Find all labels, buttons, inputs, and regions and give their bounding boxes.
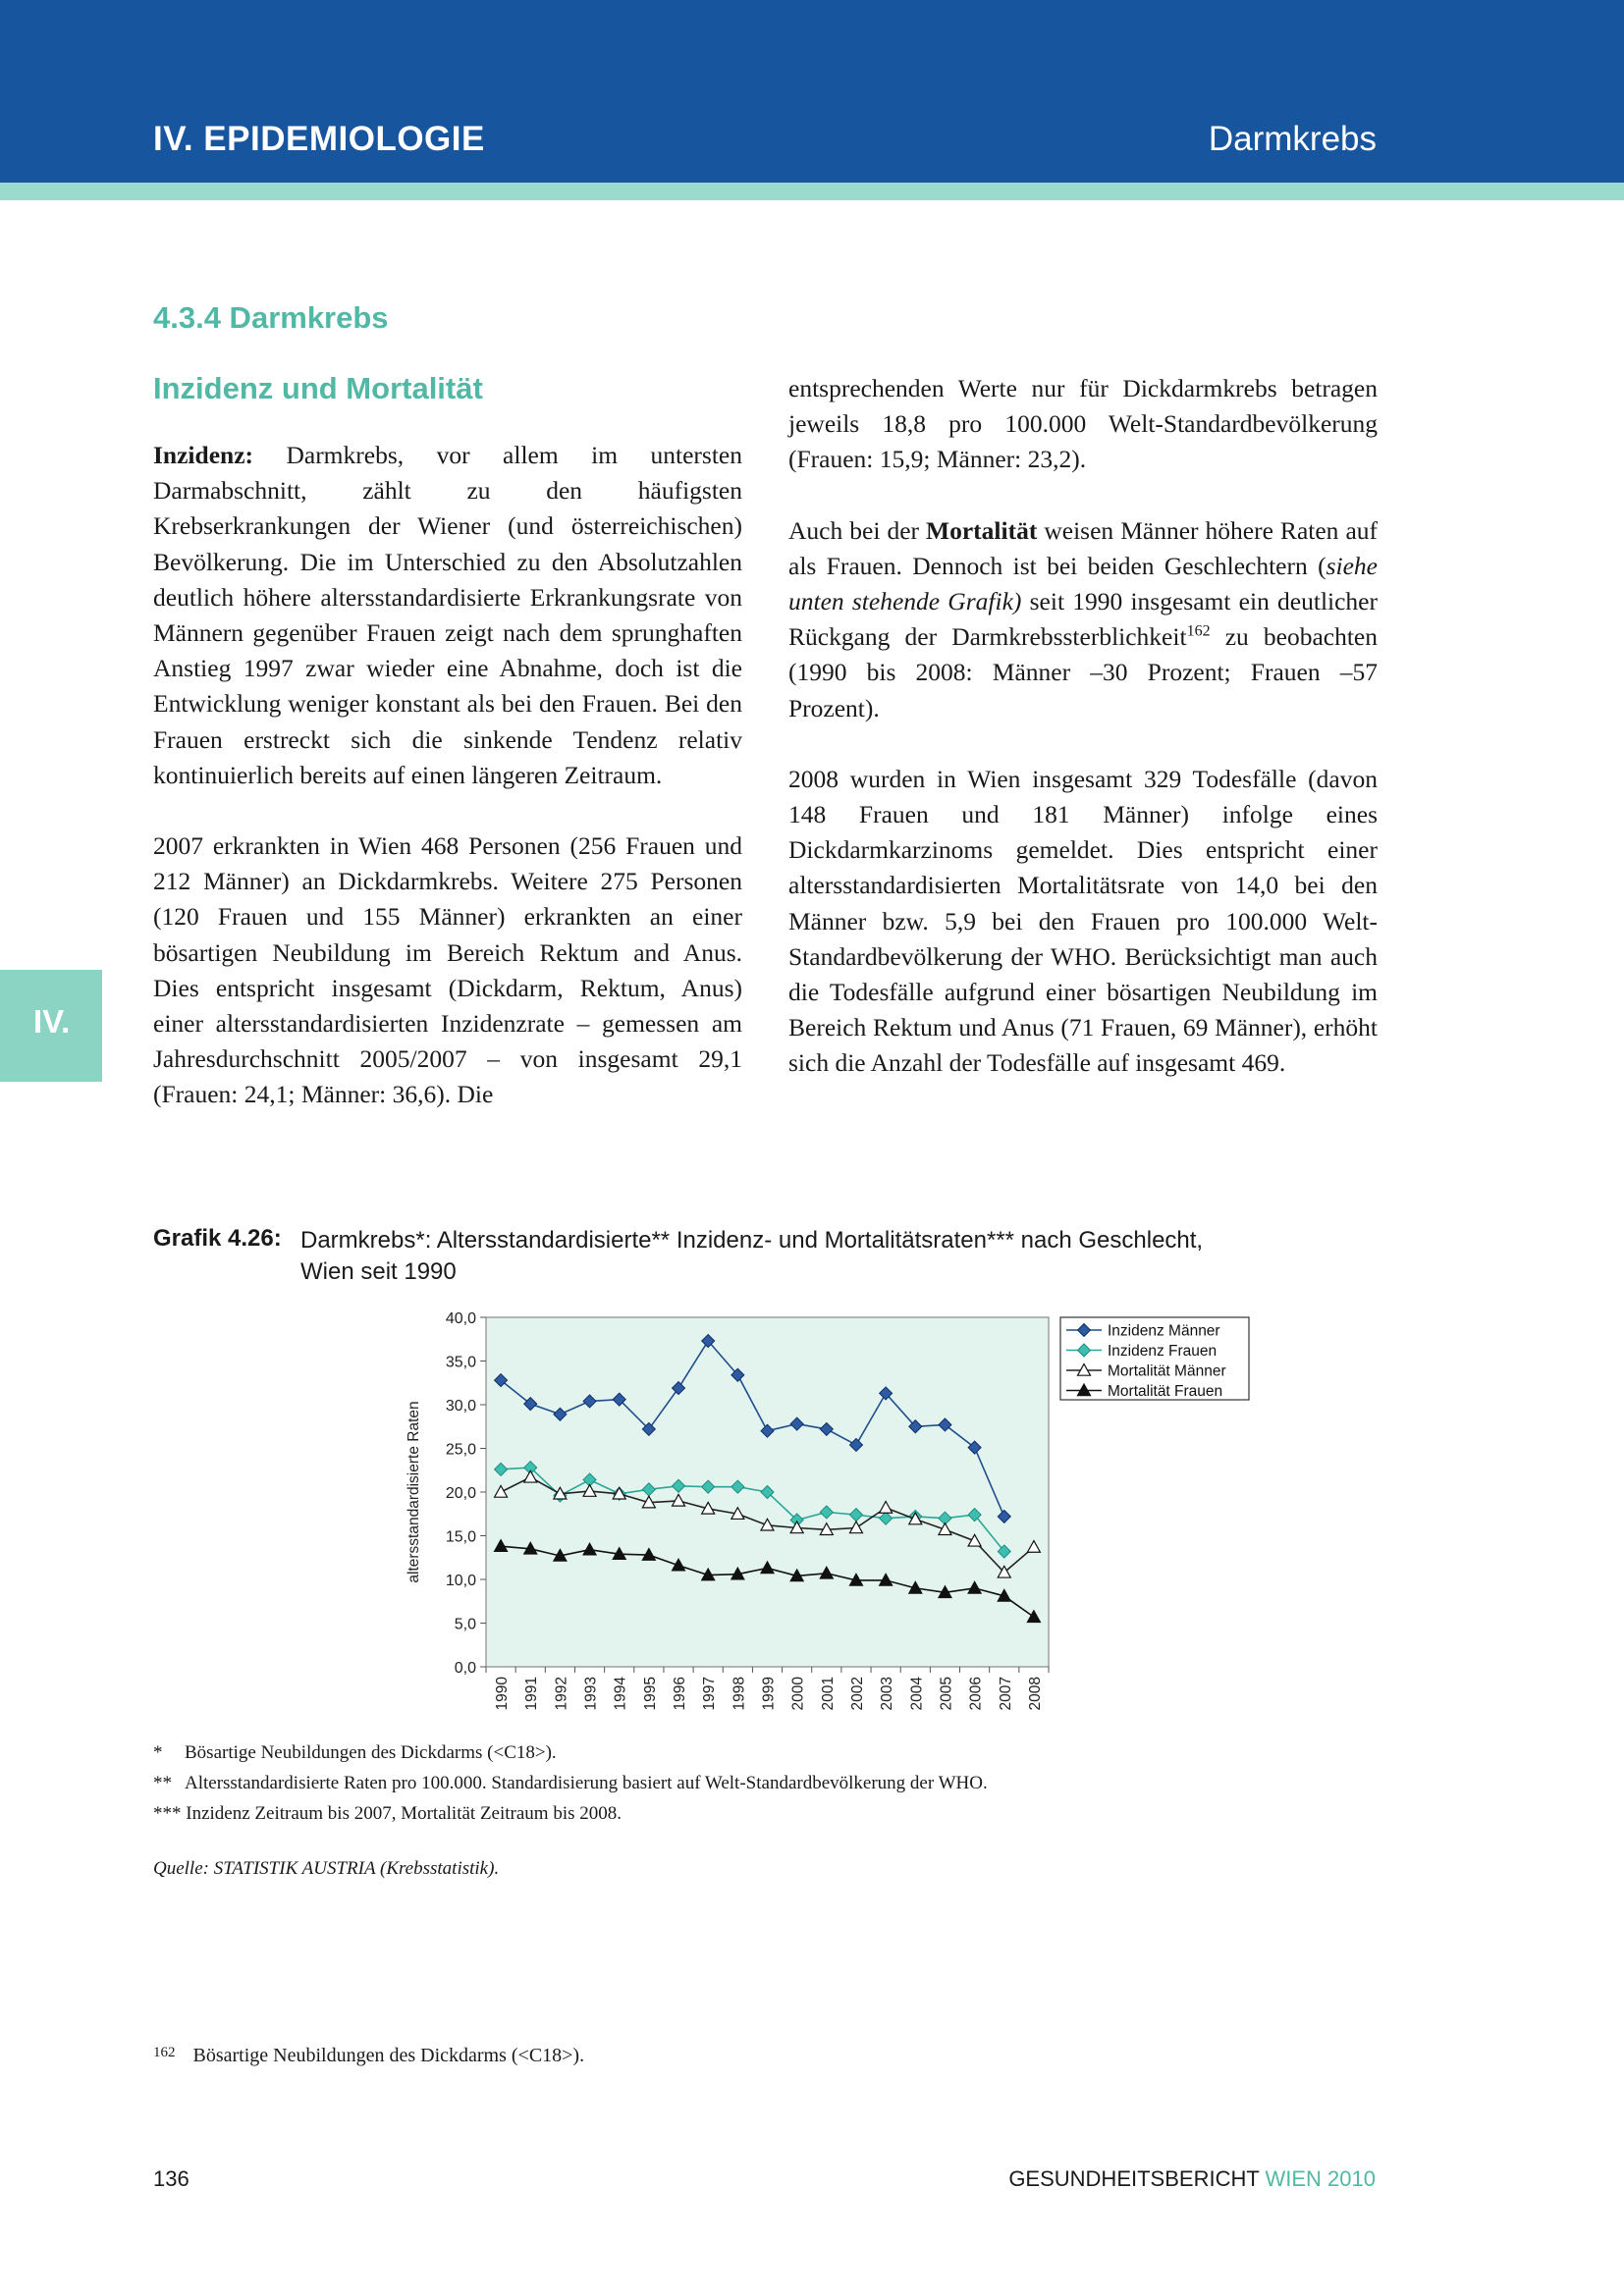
y-tick-label: 10,0 bbox=[445, 1573, 476, 1589]
incidence-lead: Inzidenz: bbox=[153, 441, 253, 469]
mortality-text-4: zu beobachten (1990 bis 2008: Männer –30 Prozent; Frauen –57 Prozent). bbox=[788, 622, 1378, 722]
legend bbox=[1060, 1317, 1249, 1400]
x-tick-label: 2003 bbox=[879, 1677, 896, 1711]
figure-title bbox=[300, 1225, 1331, 1288]
y-tick-label: 0,0 bbox=[454, 1660, 476, 1677]
x-tick-label: 1991 bbox=[523, 1677, 541, 1711]
cases-paragraph: 2007 erkrankten in Wien 468 Personen (256 Frauen und 212 Männer) an Dickdarmkrebs. Weitere 275 Personen (120 Frauen und 155 Männer) erkrankten an einer bösartigen Neubildung im Bereich Rektum and Anus. Dies entspricht insgesamt (Dickdarm, Rektum, Anus) einer altersstandardisierten Inzidenzrate – gemessen am Jahresdurchschnitt 2005/2007 – von insgesamt 29,1 (Frauen: 24,1; Männer: 36,6). Die bbox=[153, 831, 742, 1109]
x-tick-label: 1992 bbox=[553, 1677, 570, 1711]
footnote bbox=[153, 2045, 584, 2067]
x-tick-label: 2006 bbox=[967, 1677, 985, 1711]
x-tick-label: 2005 bbox=[938, 1677, 955, 1711]
x-tick-label: 2002 bbox=[848, 1677, 866, 1711]
x-tick-label: 1996 bbox=[672, 1677, 689, 1711]
y-axis-label: altersstandardisierte Raten bbox=[406, 1401, 422, 1583]
subsection-title: Inzidenz und Mortalität bbox=[153, 371, 483, 405]
deaths-paragraph: 2008 wurden in Wien insgesamt 329 Todesfälle (davon 148 Frauen und 181 Männer) infolge eines Dickdarmkarzinoms gemeldet. Dies entspricht einer altersstandardisierten Mortalitätsrate von 14,0 bei den Männer bzw. 5,9 bei den Frauen pro 100.000 Welt-Standardbevölkerung der WHO. Berücksichtigt man auch die Todesfälle aufgrund einer bösartigen Neubildung im Bereich Rektum und Anus (71 Frauen, 69 Männer), erhöht sich die Anzahl der Todesfälle auf insgesamt 469. bbox=[788, 764, 1378, 1078]
note-mark: *** bbox=[153, 1803, 182, 1824]
line-chart bbox=[393, 1301, 1257, 1733]
incidence-paragraph bbox=[153, 438, 742, 793]
figure-label: Grafik 4.26: bbox=[153, 1225, 282, 1252]
figure-title-line-2: Wien seit 1990 bbox=[300, 1258, 457, 1285]
note-text: Bösartige Neubildungen des Dickdarms (<C18>). bbox=[185, 1742, 557, 1763]
colon-values-paragraph: entsprechenden Werte nur für Dickdarmkrebs betragen jeweils 18,8 pro 100.000 Welt-Standardbevölkerung (Frauen: 15,9; Männer: 23,2). bbox=[788, 374, 1378, 474]
note-1 bbox=[153, 1737, 1380, 1768]
note-3 bbox=[153, 1798, 1380, 1829]
y-tick-label: 5,0 bbox=[454, 1616, 476, 1633]
x-tick-label: 1997 bbox=[701, 1677, 719, 1711]
y-tick-label: 20,0 bbox=[445, 1485, 476, 1502]
footer-title bbox=[1008, 2166, 1376, 2192]
mortality-bold: Mortalität bbox=[926, 515, 1038, 545]
left-column bbox=[153, 438, 742, 1148]
x-tick-label: 1993 bbox=[582, 1677, 600, 1711]
x-tick-label: 2001 bbox=[819, 1677, 837, 1711]
topic-title: Darmkrebs bbox=[1208, 120, 1377, 158]
x-tick-label: 2007 bbox=[997, 1677, 1014, 1711]
note-2 bbox=[153, 1768, 1380, 1798]
mortality-text-2: weisen Männer höhere Raten auf als Frauen. Dennoch ist bei beiden Geschlechtern ( bbox=[788, 515, 1379, 580]
figure-title-line-1: Darmkrebs*: Altersstandardisierte** Inzidenz- und Mortalitätsraten*** nach Geschlecht, bbox=[300, 1227, 1204, 1254]
footnote-mark: 162 bbox=[153, 2045, 176, 2060]
source-note: Quelle: STATISTIK AUSTRIA (Krebsstatistik). bbox=[153, 1858, 500, 1879]
footer-title-main: GESUNDHEITSBERICHT bbox=[1008, 2166, 1266, 2191]
header-stripe bbox=[0, 183, 1624, 200]
mortality-text-3: seit 1990 insgesamt ein deutlicher Rückgang der Darmkrebssterblichkeit bbox=[788, 587, 1378, 652]
legend-label: Mortalität Männer bbox=[1108, 1362, 1226, 1380]
y-tick-label: 35,0 bbox=[445, 1354, 476, 1371]
x-tick-label: 2000 bbox=[789, 1677, 807, 1711]
chapter-side-tab bbox=[0, 970, 102, 1082]
mortality-text-1: Auch bei der bbox=[788, 515, 927, 545]
footer-title-accent: WIEN 2010 bbox=[1265, 2166, 1376, 2191]
x-tick-label: 2008 bbox=[1026, 1677, 1044, 1711]
y-tick-label: 40,0 bbox=[445, 1310, 476, 1327]
note-mark: * bbox=[153, 1742, 163, 1763]
section-title: 4.3.4 Darmkrebs bbox=[153, 300, 389, 335]
x-tick-label: 2004 bbox=[908, 1677, 926, 1711]
page-number: 136 bbox=[153, 2166, 189, 2191]
legend-label: Mortalität Frauen bbox=[1108, 1383, 1223, 1400]
x-tick-label: 1998 bbox=[731, 1677, 748, 1711]
chart-notes bbox=[153, 1737, 1380, 1829]
legend-label: Inzidenz Männer bbox=[1108, 1322, 1220, 1340]
note-text: Altersstandardisierte Raten pro 100.000. Standardisierung basiert auf Welt-Standardbevölkerung der WHO. bbox=[185, 1773, 988, 1793]
note-mark: ** bbox=[153, 1773, 172, 1793]
y-tick-label: 15,0 bbox=[445, 1528, 476, 1546]
mortality-italic: siehe unten stehende Grafik) bbox=[788, 551, 1378, 616]
footnote-reference[interactable]: 162 bbox=[1186, 622, 1211, 640]
x-tick-label: 1999 bbox=[760, 1677, 778, 1711]
footnote-text: Bösartige Neubildungen des Dickdarms (<C18>). bbox=[192, 2045, 585, 2066]
side-tab-label: IV. bbox=[33, 1003, 71, 1040]
right-column bbox=[788, 371, 1378, 1117]
y-tick-label: 30,0 bbox=[445, 1398, 476, 1415]
note-text: Inzidenz Zeitraum bis 2007, Mortalität Zeitraum bis 2008. bbox=[186, 1803, 623, 1824]
chapter-title: IV. EPIDEMIOLOGIE bbox=[153, 120, 485, 158]
incidence-text: Darmkrebs, vor allem im untersten Darmabschnitt, zählt zu den häufigsten Krebserkrankungen der Wiener (und österreichischen) Bevölkerung. Die im Unterschied zu den Absolutzahlen deutlich höhere altersstandardisierte Erkrankungsrate von Männern gegenüber Frauen zeigt nach dem sprunghaften Anstieg 1997 zwar wieder eine Abnahme, doch ist die Entwicklung weniger konstant als bei den Frauen. Bei den Frauen erstreckt sich die sinkende Tendenz relativ kontinuierlich bereits auf einen längeren Zeitraum. bbox=[153, 441, 742, 789]
mortality-paragraph bbox=[788, 513, 1378, 726]
x-tick-label: 1994 bbox=[612, 1677, 629, 1711]
x-tick-label: 1990 bbox=[494, 1677, 512, 1711]
y-tick-label: 25,0 bbox=[445, 1441, 476, 1459]
x-tick-label: 1995 bbox=[641, 1677, 659, 1711]
legend-label: Inzidenz Frauen bbox=[1108, 1343, 1218, 1360]
